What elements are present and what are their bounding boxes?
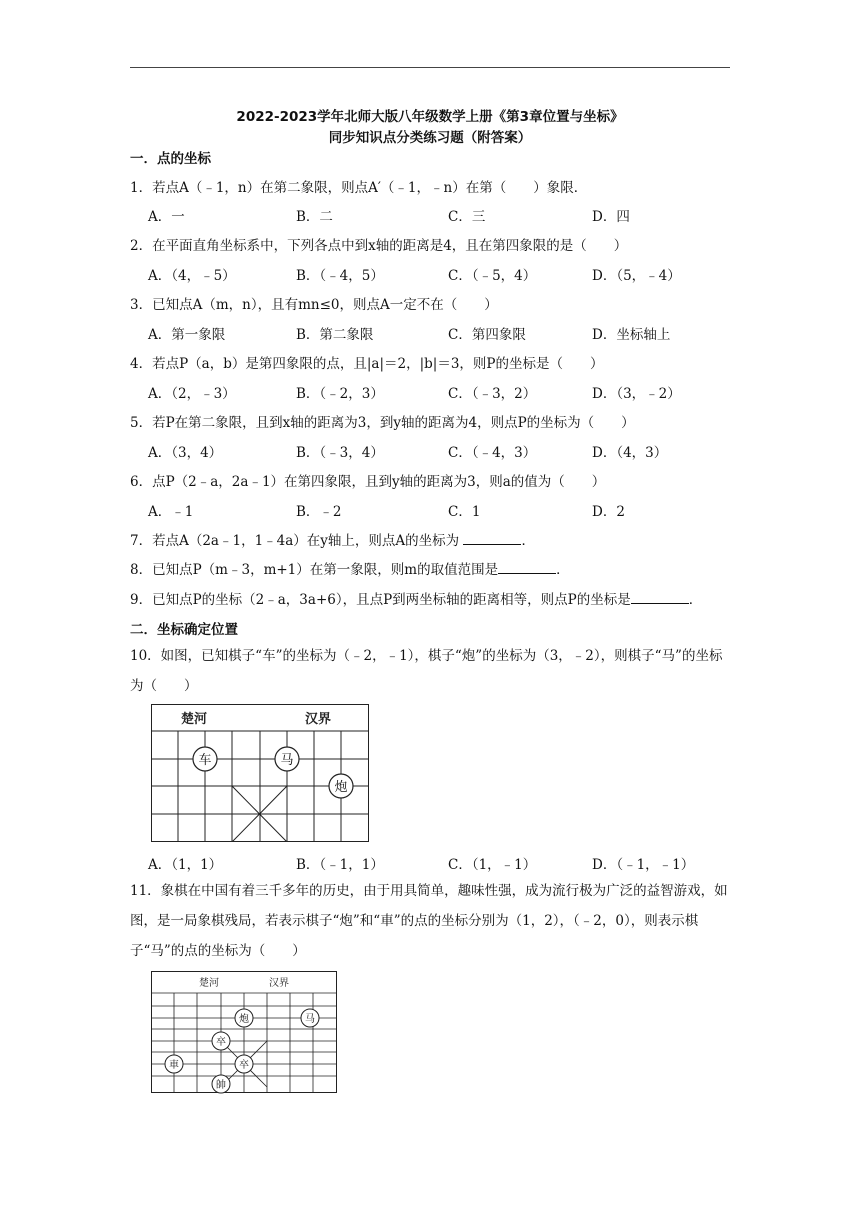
option-d: D．（5，﹣4） [592,268,681,284]
option-a: A．（4，﹣5） [148,268,236,284]
option-c: C．（1，﹣1） [448,857,537,873]
question-2: 2．在平面直角坐标系中，下列各点中到x轴的距离是4，且在第四象限的是（ ） [130,238,628,254]
option-c: C．1 [448,504,481,520]
header-rule [130,67,730,68]
river-label-left: 楚河 [199,978,219,989]
river-label-right: 汉界 [269,978,289,989]
option-b: B．第二象限 [296,327,374,343]
question-7: 7．若点A（2a﹣1，1﹣4a）在y轴上，则点A的坐标为 ． [130,533,535,549]
piece-label: 卒 [239,1060,249,1071]
option-b: B．（﹣2，3） [296,386,384,402]
page-subtitle: 同步知识点分类练习题（附答案） [328,130,532,146]
piece-label: 炮 [334,780,348,795]
option-d: D．（3，﹣2） [592,386,681,402]
option-b: B．二 [296,209,333,225]
question-4: 4．若点P（a，b）是第四象限的点，且|a|＝2，|b|＝3，则P的坐标是（ ） [130,356,604,372]
piece-label: 马 [305,1014,315,1025]
option-d: D．（﹣1，﹣1） [592,857,695,873]
piece-label: 帥 [216,1080,226,1091]
question-11: 11．象棋在中国有着三千多年的历史，由于用具简单，趣味性强，成为流行极为广泛的益智游戏，如图，是一局象棋残局，若表示棋子“炮”和“車”的点的坐标分别为（1，2），（﹣2，0），则表示棋子“马”的点的坐标为（ ） [130,883,728,959]
question-6: 6．点P（2﹣a，2a﹣1）在第四象限，且到y轴的距离为3，则a的值为（ ） [130,474,606,490]
option-b: B．（﹣3，4） [296,445,384,461]
option-a: A．（3，4） [148,445,223,461]
option-a: A．一 [148,209,185,225]
question-7-text: 7．若点A（2a﹣1，1﹣4a）在y轴上，则点A的坐标为 [130,533,464,549]
question-9-text: 9．已知点P的坐标（2﹣a，3a+6），且点P到两坐标轴的距离相等，则点P的坐标是 [130,592,631,608]
option-d: D．四 [592,209,630,225]
chess-piece-zu-1 [212,1032,230,1050]
chess-piece-zu-2 [235,1055,253,1073]
chess-piece-ma [301,1009,319,1027]
question-3: 3．已知点A（m，n），且有mn≤0，则点A一定不在（ ） [130,297,498,313]
answer-blank [498,561,556,574]
chess-piece-shuai [212,1075,230,1093]
option-b: B．﹣2 [296,504,342,520]
answer-blank [463,532,521,545]
option-a: A．（1，1） [148,857,223,873]
option-c: C．三 [448,209,486,225]
option-a: A．第一象限 [148,327,226,343]
chess-piece-pao [235,1009,253,1027]
question-10: 10．如图，已知棋子“车”的坐标为（﹣2，﹣1），棋子“炮”的坐标为（3，﹣2），则棋子“马”的坐标为（ ） [130,648,723,694]
option-b: B．（﹣1，1） [296,857,384,873]
river-label-left: 楚河 [181,712,208,727]
option-d: D．2 [592,504,625,520]
question-9: 9．已知点P的坐标（2﹣a，3a+6），且点P到两坐标轴的距离相等，则点P的坐标是 ． [130,592,703,608]
question-1: 1．若点A（﹣1，n）在第二象限，则点A′（﹣1，﹣n）在第（ ）象限． [130,180,588,196]
option-d: D．（4，3） [592,445,668,461]
question-5: 5．若P在第二象限，且到x轴的距离为3，到y轴的距离为4，则点P的坐标为（ ） [130,415,635,431]
chess-board-figure-2 [151,971,337,1095]
answer-blank [631,591,689,604]
chess-piece-ma [275,747,299,771]
piece-label: 车 [198,753,212,768]
question-8-text: 8．已知点P（m﹣3，m+1）在第一象限，则m的取值范围是 [130,562,499,578]
question-8: 8．已知点P（m﹣3，m+1）在第一象限，则m的取值范围是 ． [130,562,570,578]
chess-piece-pao [329,774,353,798]
option-a: A．（2，﹣3） [148,386,236,402]
chess-piece-che [193,747,217,771]
option-d: D．坐标轴上 [592,327,671,343]
piece-label: 車 [169,1060,179,1071]
piece-label: 炮 [239,1014,249,1025]
chess-board-figure-1 [151,704,369,842]
piece-label: 马 [280,753,294,768]
option-a: A．﹣1 [148,504,194,520]
option-c: C．（﹣3，2） [448,386,537,402]
option-c: C．（﹣4，3） [448,445,537,461]
piece-label: 卒 [216,1037,226,1048]
option-b: B．（﹣4，5） [296,268,384,284]
section-heading: 一．点的坐标 [130,151,211,167]
chess-piece-ju [165,1055,183,1073]
option-c: C．第四象限 [448,327,526,343]
page-title: 2022-2023学年北师大版八年级数学上册《第3章位置与坐标》 [236,109,624,125]
section-heading: 二．坐标确定位置 [130,622,238,638]
option-c: C．（﹣5，4） [448,268,537,284]
river-label-right: 汉界 [305,712,332,727]
